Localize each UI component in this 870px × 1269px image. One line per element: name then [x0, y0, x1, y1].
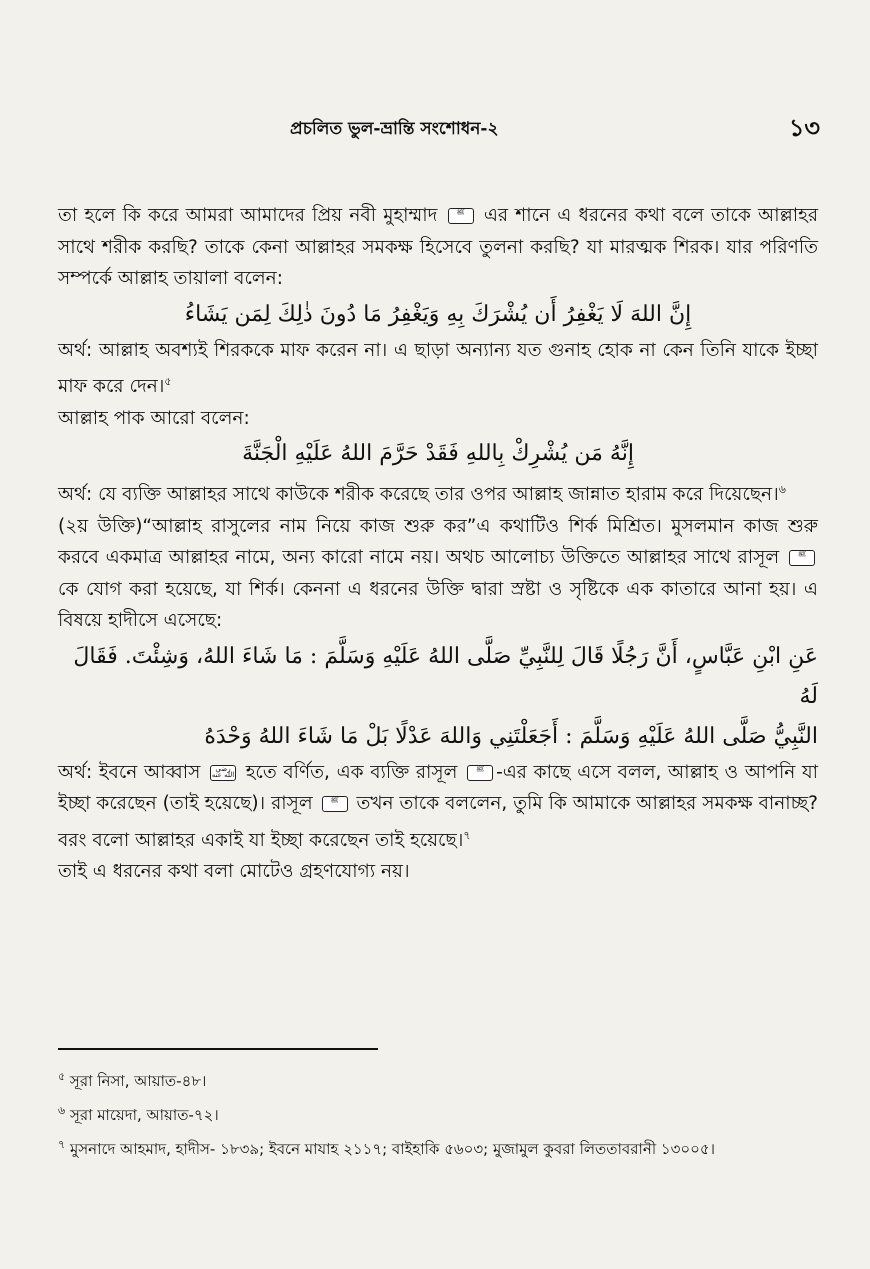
- translation-3-part-2: হতে বর্ণিত, এক ব্যক্তি রাসূল: [245, 761, 458, 783]
- footnote-text: সূরা মায়েদা, আয়াত-৭২।: [69, 1106, 219, 1124]
- arabic-verse-2: إِنَّهُ مَن يُشْرِكْ بِاللهِ فَقَدْ حَرَّمَ اللهُ عَلَيْهِ الْجَنَّةَ: [242, 441, 634, 467]
- paragraph-3-part-2: কে যোগ করা হয়েছে, যা শির্ক। কেননা এ ধরনের উক্তি দ্বারা স্রষ্টা ও সৃষ্টিকে এক কাতারে আনা হয়। এ বিষয়ে হাদীসে এসেছে:: [58, 578, 818, 632]
- paragraph-1-part-1: তা হলে কি করে আমরা আমাদের প্রিয় নবী মুহাম্মাদ: [58, 205, 438, 226]
- footnote-mark: ৭: [58, 1138, 66, 1151]
- translation-1-text: অর্থ: আল্লাহ অবশ্যই শিরককে মাফ করেন না। এ ছাড়া অন্যান্য যত গুনাহ হোক না কেন তিনি যাকে ইচ্ছা মাফ করে দেন।: [58, 339, 818, 398]
- footnote-ref-6: ৬: [778, 483, 786, 497]
- footnote-ref-7: ৭: [463, 828, 471, 842]
- salawat-icon: ﷺ: [322, 796, 348, 812]
- running-title: প্রচলিত ভুল-ভ্রান্তি সংশোধন-২: [290, 119, 499, 139]
- translation-3-part-4: তখন তাকে বললেন, তুমি কি আমাকে আল্লাহর সমকক্ষ বানাচ্ছ? বরং বলো আল্লাহর একাই যা ইচ্ছা করেছেন তাই হয়েছে।: [58, 793, 818, 851]
- footnote-mark: ৫: [58, 1070, 66, 1083]
- translation-1: [58, 335, 818, 403]
- footnote-text: সূরা নিসা, আয়াত-৪৮।: [69, 1072, 207, 1090]
- page-header: [60, 110, 820, 150]
- translation-3: [58, 757, 818, 857]
- salawat-icon: ﷺ: [467, 765, 493, 781]
- footnote-6: [58, 1096, 818, 1130]
- paragraph-1: [58, 200, 818, 295]
- footnote-mark: ৬: [58, 1104, 66, 1117]
- translation-2: [58, 474, 818, 511]
- arabic-hadith-line-1: عَنِ ابْنِ عَبَّاسٍ، أَنَّ رَجُلًا قَالَ لِلنَّبِيِّ صَلَّى اللهُ عَلَيْهِ وَسَلَّمَ : مَا شَاءَ اللهُ، وَشِئْتَ. فَقَالَ لَهُ: [73, 643, 818, 709]
- footnotes: [58, 1062, 818, 1164]
- translation-3-part-3: -এর কাছে এসে বলল, আল্লাহ ও আপনি যা ইচ্ছা করেছেন (তাই হয়েছে)। রাসূল: [58, 761, 818, 815]
- footnote-text: মুসনাদে আহমাদ, হাদীস- ১৮৩৯; ইবনে মাযাহ ২১১৭; বাইহাকি ৫৬০৩; মুজামুল কুবরা লিততাবরানী ১৩০০৫।: [69, 1140, 715, 1158]
- paragraph-4: তাই এ ধরনের কথা বলা মোটেও গ্রহণযোগ্য নয়।: [58, 861, 410, 883]
- translation-2-text: অর্থ: যে ব্যক্তি আল্লাহর সাথে কাউকে শরীক করেছে তার ওপর আল্লাহ জান্নাত হারাম করে দিয়েছেন।: [58, 484, 779, 506]
- footnote-divider: [58, 1048, 378, 1050]
- paragraph-3: [58, 511, 818, 637]
- arabic-verse-1: إِنَّ اللهَ لَا يَغْفِرُ أَن يُشْرَكَ بِهِ وَيَغْفِرُ مَا دُونَ ذٰلِكَ لِمَن يَشَاءُ: [184, 301, 692, 327]
- footnote-ref-5: ৫: [164, 375, 172, 388]
- paragraph-1-part-2: এর শানে এ ধরনের কথা বলে তাকে আল্লাহর সাথে শরীক করছি? তাকে কেনা আল্লাহর সমকক্ষ হিসেবে তুলনা করছি? যা মারত্মক শিরক। যার পরিণতি সম্পর্কে আল্লাহ তায়ালা বলেন:: [58, 205, 818, 289]
- footnote-7: [58, 1130, 818, 1164]
- arabic-hadith-line-2: النَّبِيُّ صَلَّى اللهُ عَلَيْهِ وَسَلَّمَ : أَجَعَلْتَنِي وَاللهَ عَدْلًا بَلْ مَا شَاءَ اللهُ وَحْدَهُ: [204, 723, 818, 749]
- paragraph-2: আল্লাহ পাক আরো বলেন:: [58, 407, 250, 429]
- footnote-5: [58, 1062, 818, 1096]
- salawat-icon: ﷺ: [448, 208, 474, 224]
- main-text: [58, 200, 818, 888]
- paragraph-3-part-1: (২য় উক্তি)“আল্লাহ রাসুলের নাম নিয়ে কাজ শুরু কর”এ কথাটিও শির্ক মিশ্রিত। মুসলমান কাজ শুরু করবে একমাত্র আল্লাহর নামে, অন্য কারো নামে নয়। অথচ আলোচ্য উক্তিতে আল্লাহর সাথে রাসূল: [58, 515, 818, 569]
- page-number: ১৩: [788, 114, 820, 142]
- radiallahu-anhu-icon: رضي الله عنه: [211, 764, 235, 779]
- salawat-icon: ﷺ: [789, 550, 815, 566]
- translation-3-part-1: অর্থ: ইবনে আব্বাস: [58, 761, 201, 783]
